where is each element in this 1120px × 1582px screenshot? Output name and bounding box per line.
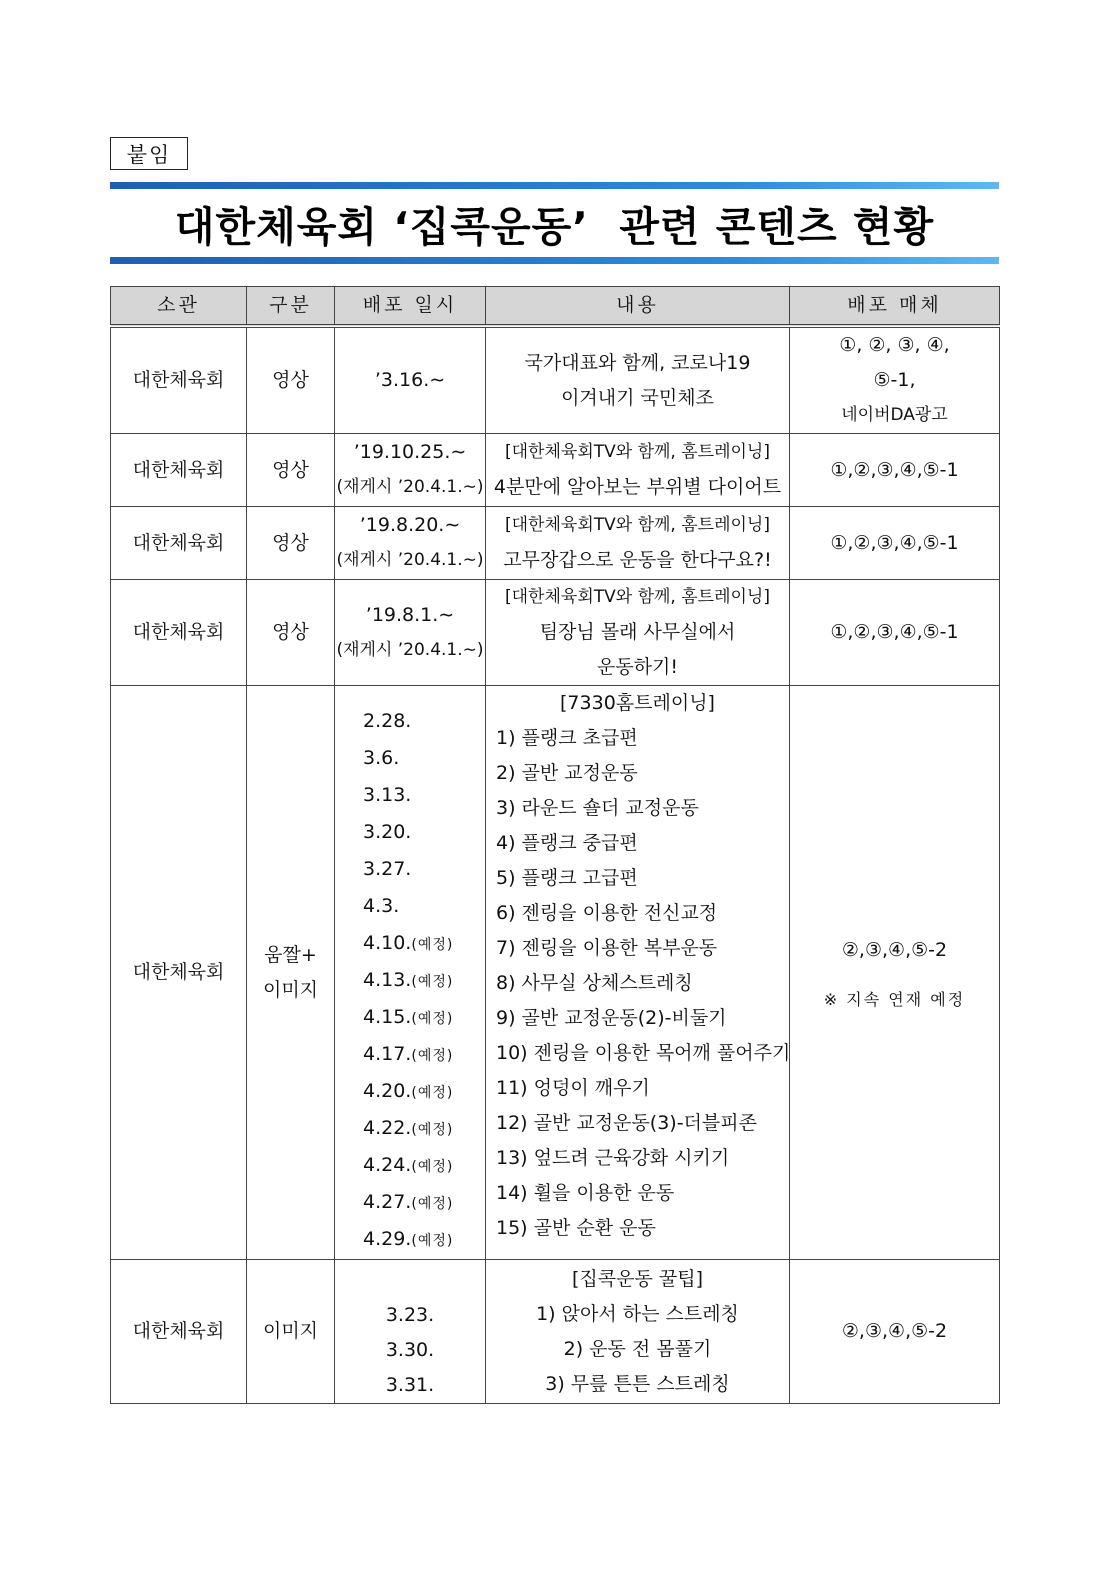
- content-cell: [486, 686, 790, 1260]
- type-cell: 영상: [247, 326, 335, 434]
- header-media: 배포 매체: [790, 287, 1000, 327]
- date-line: (재게시 ’20.4.1.∼): [336, 639, 484, 660]
- date-status: (예정): [411, 1011, 454, 1027]
- content-item: 11) 엉덩이 깨우기: [496, 1077, 650, 1099]
- date-status: (예정): [411, 1233, 454, 1249]
- content-cell: [486, 434, 790, 507]
- content-item: 2) 골반 교정운동: [496, 762, 638, 784]
- content-status-table: [110, 286, 1000, 1404]
- date-line: [363, 1111, 485, 1148]
- content-item: 8) 사무실 상체스트레칭: [496, 972, 693, 994]
- date-line: [363, 1148, 485, 1185]
- title-top-rule: [110, 182, 999, 189]
- media-cell: ①,②,③,④,⑤-1: [790, 580, 1000, 686]
- date-status: (예정): [411, 1122, 454, 1138]
- table-row: [111, 686, 1000, 1260]
- org-cell: 대한체육회: [111, 434, 247, 507]
- content-cell: [486, 507, 790, 580]
- date-status: (예정): [411, 937, 454, 953]
- date-status: (예정): [411, 1085, 454, 1101]
- media-cell: ①,②,③,④,⑤-1: [790, 434, 1000, 507]
- org-cell: 대한체육회: [111, 1260, 247, 1404]
- content-line: 팀장님 몰래 사무실에서: [539, 621, 736, 643]
- table-row: [111, 326, 1000, 434]
- content-item: 10) 젠링을 이용한 목어깨 풀어주기: [496, 1042, 791, 1064]
- date-line: ’19.10.25.∼: [353, 441, 467, 463]
- type-cell: 영상: [247, 434, 335, 507]
- content-item: 3) 라운드 숄더 교정운동: [496, 797, 699, 819]
- table-row: [111, 1260, 1000, 1404]
- date-cell: [335, 434, 486, 507]
- content-item: 15) 골반 순환 운동: [496, 1217, 656, 1239]
- date-line: (재게시 ’20.4.1.∼): [336, 550, 484, 570]
- date-value: 4.17.: [363, 1043, 412, 1065]
- content-item: 12) 골반 교정운동(3)-더블피존: [496, 1112, 757, 1134]
- page-title: 대한체육회 ‘집콕운동’ 관련 콘텐츠 현황: [174, 202, 935, 251]
- content-item: 7) 젠링을 이용한 복부운동: [496, 937, 718, 959]
- content-line: 국가대표와 함께, 코로나19: [524, 351, 751, 374]
- date-cell: [335, 580, 486, 686]
- date-line: [363, 1037, 485, 1074]
- content-header: [7330홈트레이닝]: [560, 692, 715, 714]
- date-cell: ’3.16.∼: [335, 326, 486, 434]
- content-item: 6) 젠링을 이용한 전신교정: [496, 902, 718, 924]
- date-cell: [335, 686, 486, 1260]
- date-value: 4.13.: [363, 969, 412, 991]
- date-line: 3.30.: [385, 1339, 435, 1361]
- date-status: (예정): [411, 974, 454, 990]
- content-header: [집콕운동 꿀팁]: [572, 1267, 703, 1290]
- content-item: 1) 플랭크 초급편: [496, 727, 638, 749]
- date-list: [335, 704, 485, 1259]
- date-line: [363, 815, 485, 852]
- content-line: 운동하기!: [596, 656, 679, 678]
- content-line: [대한체육회TV와 함께, 홈트레이닝]: [505, 442, 770, 462]
- date-line: [363, 741, 485, 778]
- date-line: [363, 704, 485, 741]
- date-line: [363, 926, 485, 963]
- date-line: [363, 1000, 485, 1037]
- media-cell: [790, 686, 1000, 1260]
- date-value: 4.10.: [363, 932, 412, 954]
- org-cell: 대한체육회: [111, 507, 247, 580]
- date-value: 4.20.: [363, 1080, 412, 1102]
- date-line: 3.31.: [385, 1374, 435, 1396]
- date-status: (예정): [411, 1196, 454, 1212]
- type-cell: 영상: [247, 580, 335, 686]
- date-line: ’19.8.20.∼: [359, 514, 461, 536]
- content-line: 고무장갑으로 운동을 한다구요?!: [503, 549, 772, 571]
- date-value: 4.27.: [363, 1191, 412, 1213]
- date-value: 2.28.: [363, 710, 412, 732]
- content-line: 이겨내기 국민체조: [561, 386, 714, 409]
- date-cell: [335, 1260, 486, 1404]
- type-line: 움짤+: [264, 943, 317, 966]
- header-date: 배포 일시: [335, 287, 486, 327]
- content-item: 5) 플랭크 고급편: [496, 867, 638, 889]
- media-cell: [790, 326, 1000, 434]
- table-row: [111, 434, 1000, 507]
- date-value: 3.13.: [363, 784, 412, 806]
- header-org: 소관: [111, 287, 247, 327]
- date-line: [363, 963, 485, 1000]
- date-value: 3.6.: [363, 747, 400, 769]
- date-line: [363, 1222, 485, 1259]
- type-cell: 이미지: [247, 1260, 335, 1404]
- content-item: 13) 엎드려 근육강화 시키기: [496, 1147, 730, 1169]
- date-value: 4.3.: [363, 895, 400, 917]
- date-line: 3.23.: [385, 1304, 435, 1326]
- date-cell: [335, 507, 486, 580]
- type-cell: [247, 686, 335, 1260]
- table-row: [111, 507, 1000, 580]
- content-cell: [486, 580, 790, 686]
- content-line: 3) 무릎 튼튼 스트레칭: [545, 1372, 730, 1395]
- content-list: [486, 721, 789, 1246]
- media-line: ⑤-1,: [873, 369, 916, 391]
- date-line: (재게시 ’20.4.1.∼): [336, 477, 484, 497]
- media-line: ①, ②, ③, ④,: [839, 334, 950, 356]
- content-item: 14) 휠을 이용한 운동: [496, 1182, 675, 1204]
- date-line: [363, 1074, 485, 1111]
- title-bottom-rule: [110, 257, 999, 264]
- content-item: 9) 골반 교정운동(2)-비둘기: [496, 1007, 727, 1029]
- type-cell: 영상: [247, 507, 335, 580]
- date-value: 3.27.: [363, 858, 412, 880]
- header-type: 구분: [247, 287, 335, 327]
- content-line: [대한체육회TV와 함께, 홈트레이닝]: [505, 587, 770, 607]
- date-line: [363, 889, 485, 926]
- content-cell: [486, 326, 790, 434]
- date-status: (예정): [411, 1159, 454, 1175]
- content-item: 4) 플랭크 중급편: [496, 832, 638, 854]
- date-line: [363, 1185, 485, 1222]
- date-value: 3.20.: [363, 821, 412, 843]
- content-line: 1) 앉아서 하는 스트레칭: [536, 1302, 739, 1325]
- table-row: [111, 580, 1000, 686]
- media-note: ※ 지속 연재 예정: [823, 990, 966, 1009]
- org-cell: 대한체육회: [111, 580, 247, 686]
- content-line: [대한체육회TV와 함께, 홈트레이닝]: [505, 515, 770, 535]
- content-cell: [486, 1260, 790, 1404]
- media-line: 네이버DA광고: [841, 405, 948, 425]
- date-value: 4.15.: [363, 1006, 412, 1028]
- media-line: ②,③,④,⑤-2: [841, 939, 948, 961]
- date-value: 4.22.: [363, 1117, 412, 1139]
- date-status: (예정): [411, 1048, 454, 1064]
- media-cell: ①,②,③,④,⑤-1: [790, 507, 1000, 580]
- date-value: 4.29.: [363, 1228, 412, 1250]
- type-line: 이미지: [262, 978, 319, 1001]
- date-line: [363, 778, 485, 815]
- content-line: 4분만에 알아보는 부위별 다이어트: [493, 476, 782, 498]
- media-cell: ②,③,④,⑤-2: [790, 1260, 1000, 1404]
- date-value: 4.24.: [363, 1154, 412, 1176]
- attachment-label: 붙임: [110, 137, 188, 170]
- date-line: ’19.8.1.∼: [365, 603, 455, 626]
- date-line: [363, 852, 485, 889]
- table-header-row: [111, 287, 1000, 327]
- header-content: 내용: [486, 287, 790, 327]
- org-cell: 대한체육회: [111, 326, 247, 434]
- content-line: 2) 운동 전 몸풀기: [563, 1337, 712, 1360]
- org-cell: 대한체육회: [111, 686, 247, 1260]
